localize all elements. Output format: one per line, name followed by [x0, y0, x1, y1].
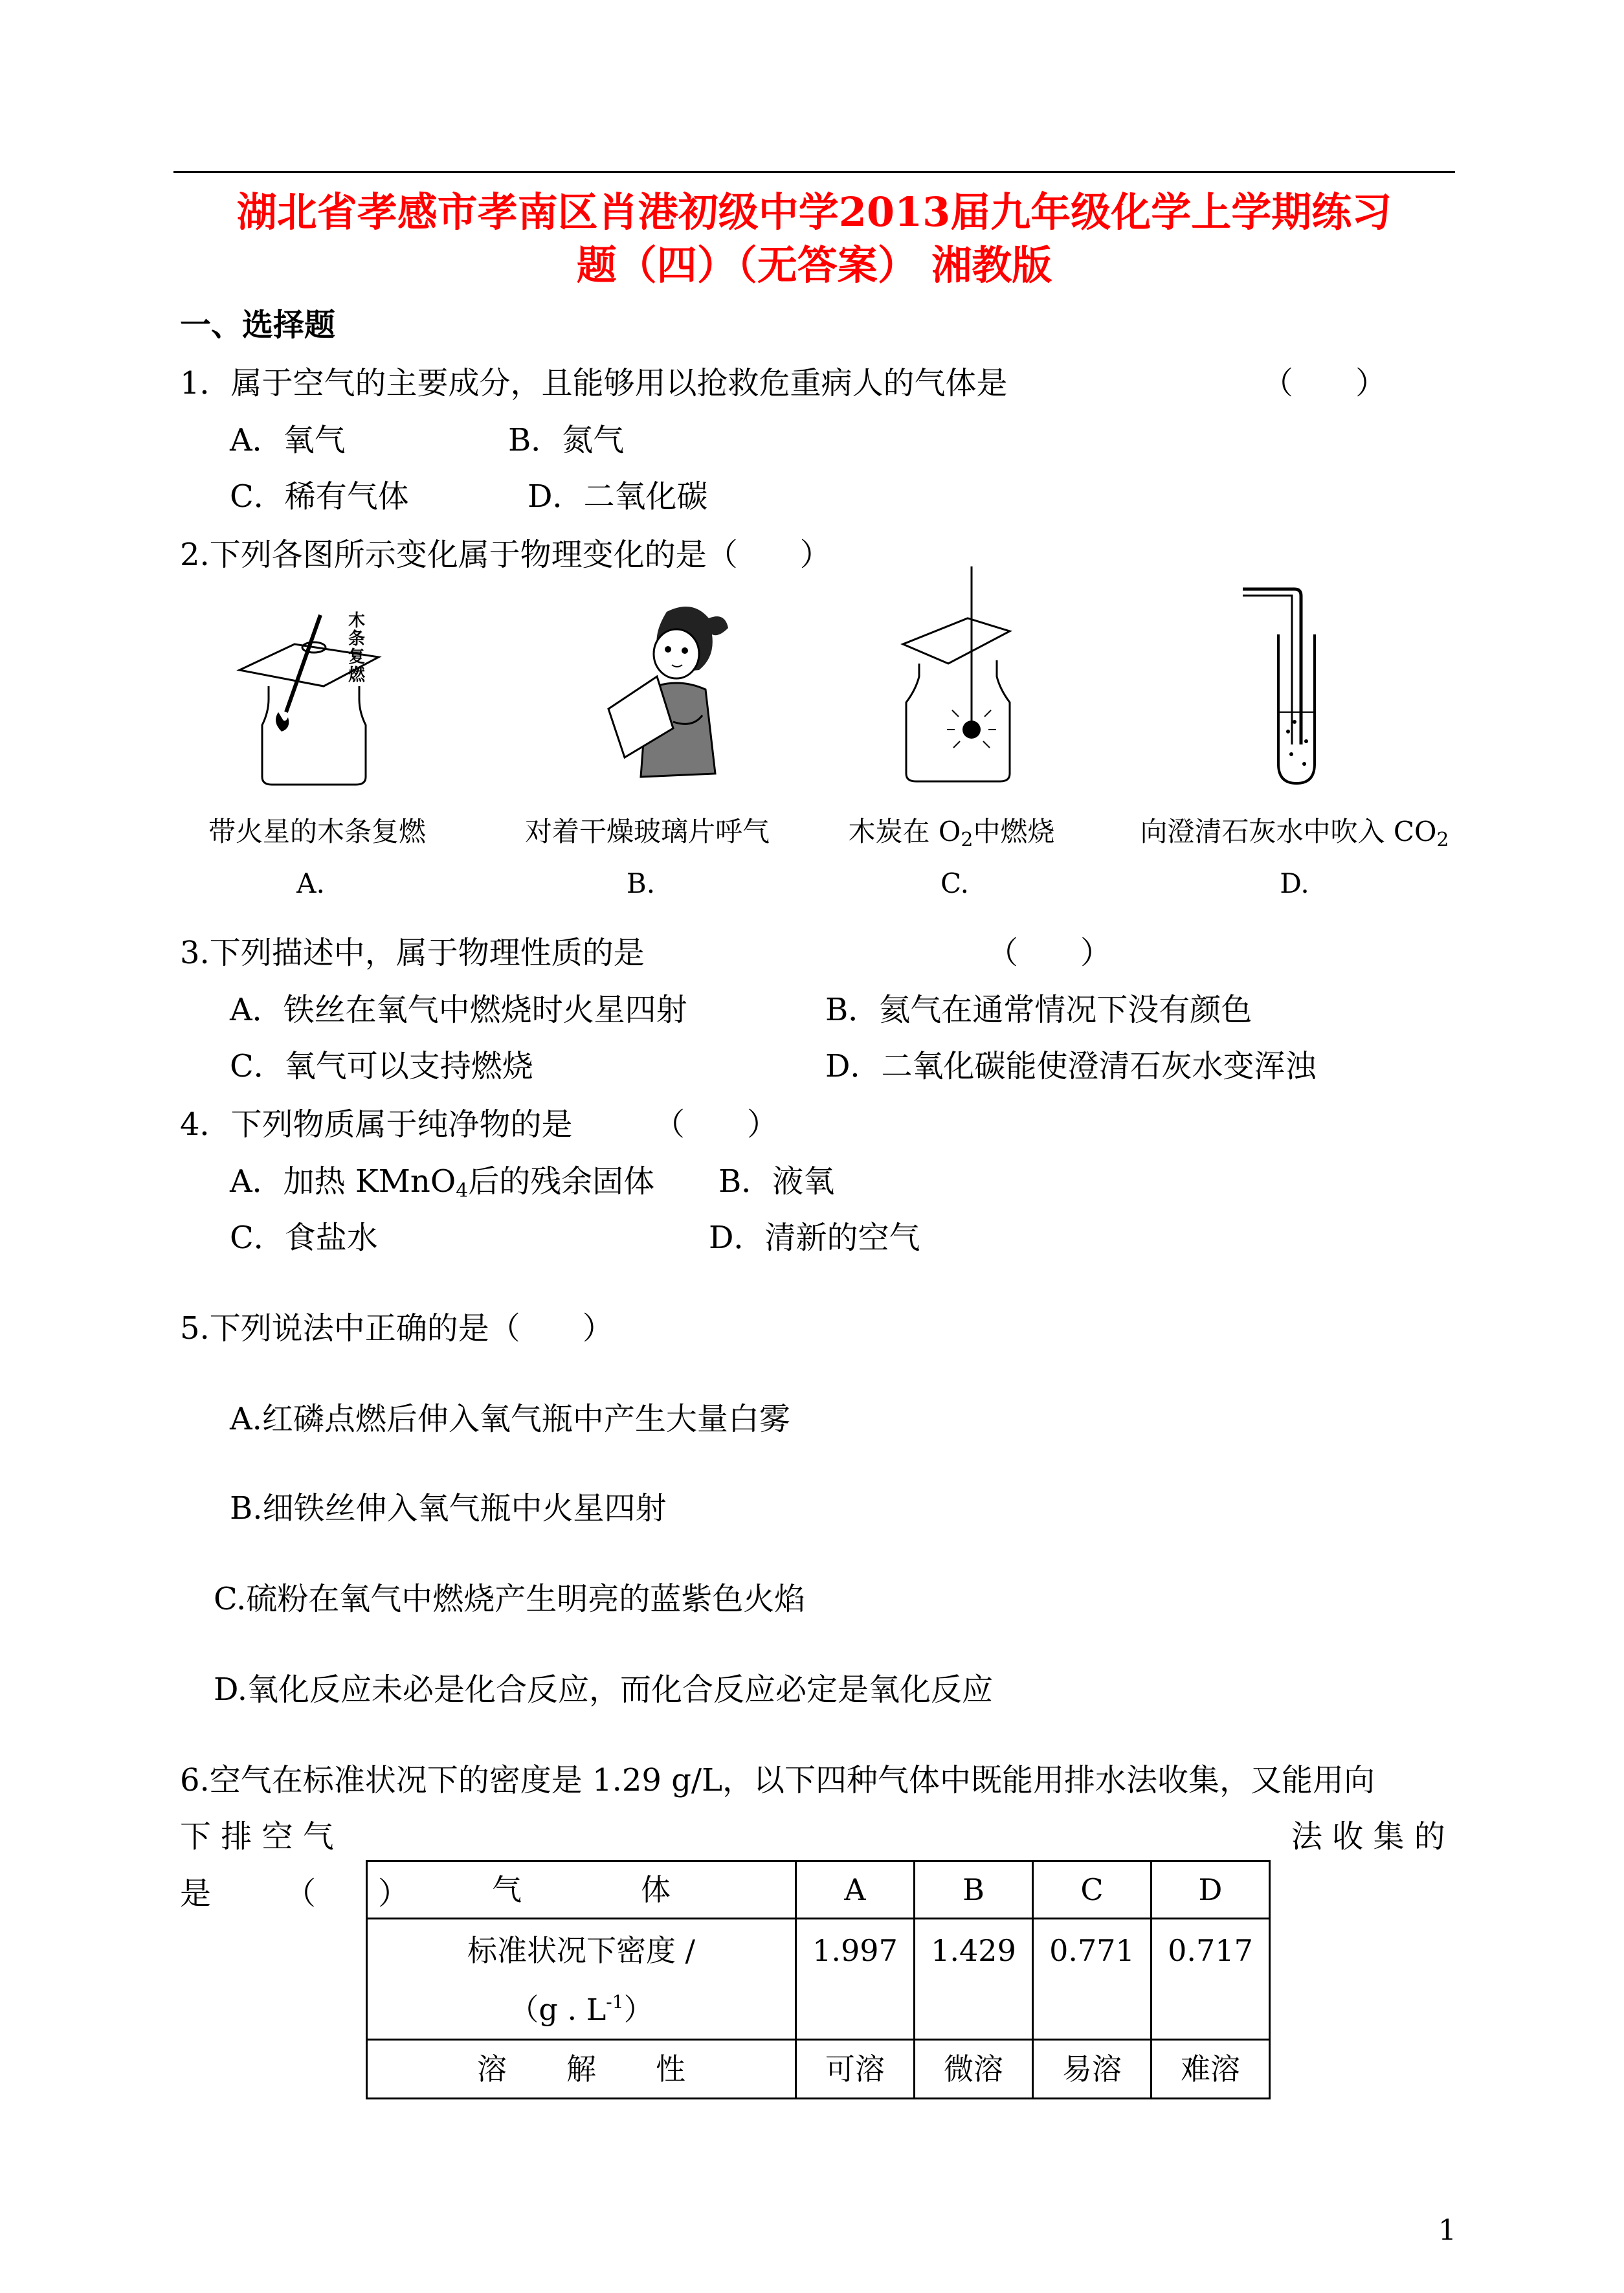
q1-stem: 1．属于空气的主要成分，且能够用以抢救危重病人的气体是	[180, 365, 1008, 401]
q5-option-c: C.硫粉在氧气中燃烧产生明亮的蓝紫色火焰	[214, 1581, 806, 1617]
q1-option-b: B．氮气	[508, 422, 625, 458]
q2-caption-b: 对着干燥玻璃片呼气	[524, 816, 770, 847]
q1-option-c: C．稀有气体	[230, 478, 409, 515]
table-header-d: D	[1151, 1861, 1270, 1919]
q4-option-d: D．清新的空气	[709, 1220, 920, 1256]
table-cell-solubility-b: 微溶	[915, 2040, 1033, 2099]
q3-stem: 3.下列描述中，属于物理性质的是	[180, 935, 645, 971]
q2-option-d: D.	[1280, 867, 1309, 899]
table-header-gas: 气 体	[367, 1861, 796, 1919]
table-cell-density-b: 1.429	[915, 1919, 1033, 2040]
table-header-c: C	[1033, 1861, 1151, 1919]
q2-option-c: C.	[940, 867, 969, 899]
q1-option-d: D．二氧化碳	[528, 478, 708, 515]
q6-line2-left: 下 排 空 气	[180, 1818, 334, 1855]
table-cell-solubility-label: 溶 解 性	[367, 2040, 796, 2099]
q1-answer-paren: （ ）	[1262, 365, 1387, 401]
q6-answer-paren: （ ）	[285, 1875, 410, 1912]
header-rule	[173, 171, 1455, 173]
q2-caption-c: 木炭在 $O_2$中燃烧	[848, 816, 1055, 851]
table-cell-density-a: 1.997	[796, 1919, 915, 2040]
table-row	[367, 1919, 1270, 2040]
q6-stem: 6.空气在标准状况下的密度是 1.29 g/L，以下四种气体中既能用排水法收集，又能用向	[180, 1762, 1375, 1798]
table-cell-solubility-a: 可溶	[796, 2040, 915, 2099]
section-heading: 一、选择题	[180, 307, 336, 343]
q5-stem: 5.下列说法中正确的是（ ）	[180, 1310, 614, 1347]
table-row	[367, 1861, 1270, 1919]
q4-option-b: B．液氧	[718, 1163, 835, 1200]
document-title-line-1: 湖北省孝感市孝南区肖港初级中学2013届九年级化学上学期练习	[236, 188, 1392, 236]
figure-a-jar-splint	[233, 609, 388, 790]
q2-caption-d: 向澄清石灰水中吹入 $CO_2$	[1140, 816, 1449, 851]
figure-b-girl-breathing	[595, 599, 751, 793]
figure-d-test-tube	[1230, 583, 1327, 790]
table-cell-density-d: 0.717	[1151, 1919, 1270, 2040]
document-title-line-2: 题（四）（无答案） 湘教版	[576, 241, 1052, 289]
q4-stem: 4．下列物质属于纯净物的是	[180, 1106, 573, 1143]
table-cell-density-label: 标准状况下密度 / （g . $L^{-1}$）	[367, 1919, 796, 2040]
q4-option-c: C．食盐水	[230, 1220, 378, 1256]
q3-option-d: D．二氧化碳能使澄清石灰水变浑浊	[825, 1048, 1317, 1084]
q3-answer-paren: （ ）	[987, 935, 1112, 971]
q5-option-d: D.氧化反应未必是化合反应，而化合反应必定是氧化反应	[214, 1672, 994, 1708]
table-row	[367, 2040, 1270, 2099]
q2-option-a: A.	[296, 867, 325, 899]
q4-answer-paren: （ ）	[654, 1106, 779, 1143]
gas-properties-table	[366, 1860, 1271, 2099]
table-header-a: A	[796, 1861, 915, 1919]
q5-option-a: A.红磷点燃后伸入氧气瓶中产生大量白雾	[230, 1401, 790, 1437]
q4-option-a: A．加热 KMnO$_4$后的残余固体	[230, 1163, 655, 1202]
table-cell-density-c: 0.771	[1033, 1919, 1151, 2040]
q1-option-a: A．氧气	[230, 422, 346, 458]
table-cell-solubility-c: 易溶	[1033, 2040, 1151, 2099]
q5-option-b: B.细铁丝伸入氧气瓶中火星四射	[230, 1490, 667, 1527]
q2-stem: 2.下列各图所示变化属于物理变化的是（ ）	[180, 537, 831, 573]
q2-option-b: B.	[626, 867, 656, 899]
q3-option-c: C．氧气可以支持燃烧	[230, 1048, 533, 1084]
table-header-b: B	[915, 1861, 1033, 1919]
q3-option-a: A．铁丝在氧气中燃烧时火星四射	[230, 992, 687, 1028]
q2-caption-a: 带火星的木条复燃	[208, 816, 426, 847]
figure-a-label: 木条复燃	[348, 611, 366, 685]
page-number: 1	[1438, 2214, 1456, 2247]
figure-c-jar-charcoal	[890, 566, 1019, 787]
table-cell-solubility-d: 难溶	[1151, 2040, 1270, 2099]
q3-option-b: B．氦气在通常情况下没有颜色	[825, 992, 1252, 1028]
q6-line3-left: 是	[180, 1875, 212, 1912]
q6-line2-right: 法 收 集 的	[1291, 1818, 1445, 1855]
